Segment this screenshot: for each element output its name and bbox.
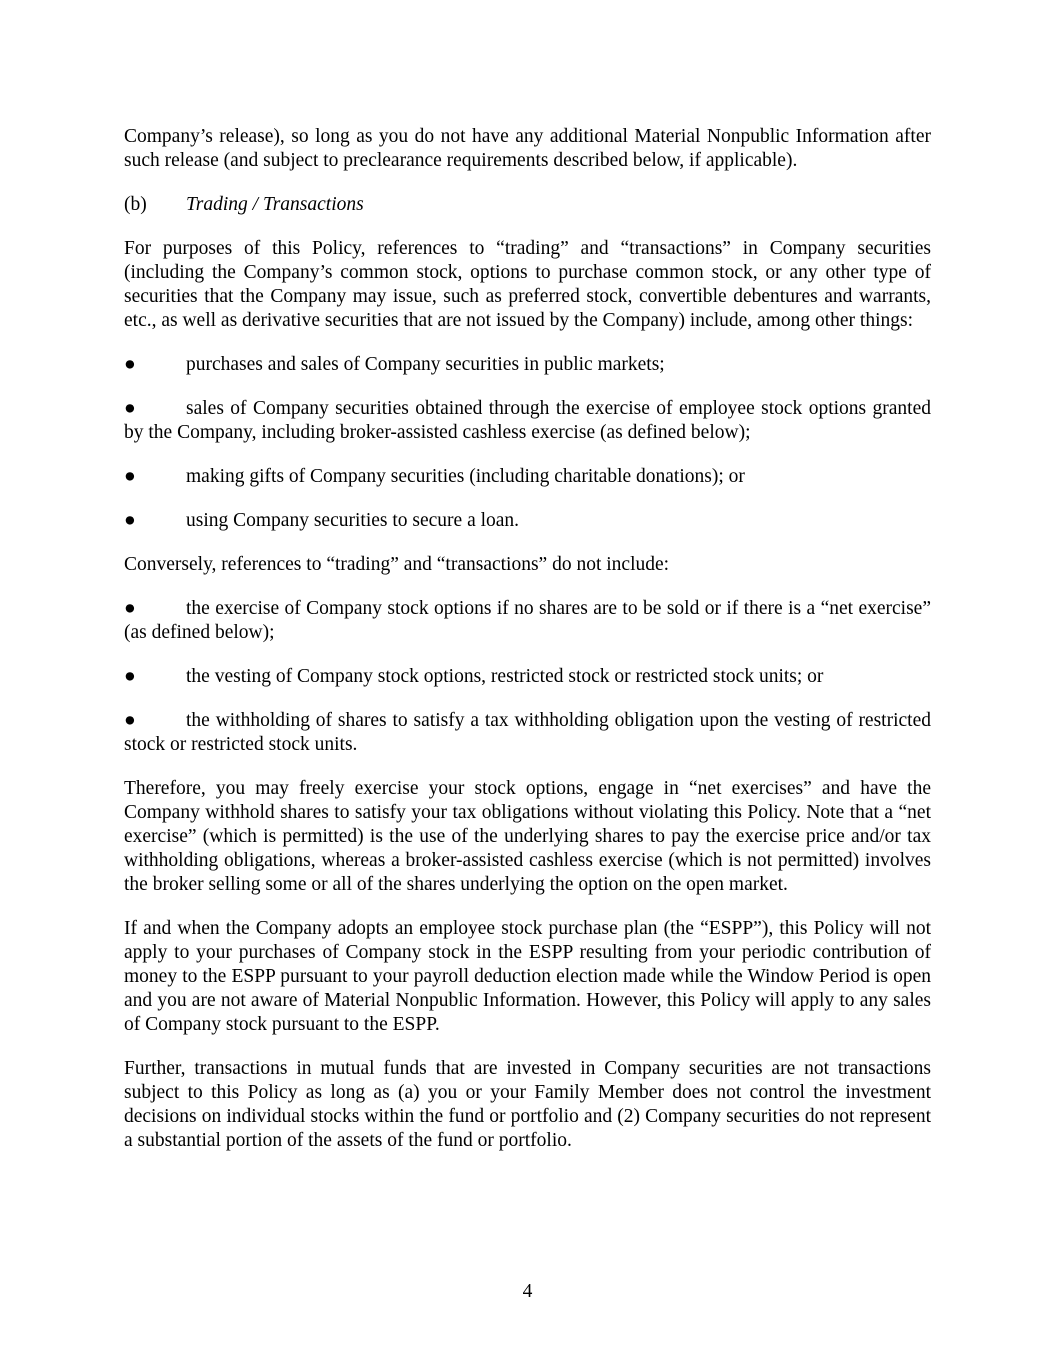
purposes-paragraph: For purposes of this Policy, references to “trading” and “transactions” in Company securities (including the Company’s common stock, options to purchase common stock, or any other type of securities that the Company may issue, such as preferred stock, convertible debentures and warrants, etc., as well as derivative securities that are not issued by the Company) include, among other things:	[124, 238, 931, 331]
bullet-icon: ●	[124, 598, 136, 619]
list-item-text: the withholding of shares to satisfy a tax withholding obligation upon the vesting of restricted stock or restricted stock units.	[124, 710, 931, 755]
list-item-text: the vesting of Company stock options, restricted stock or restricted stock units; or	[186, 666, 824, 687]
document-page	[124, 125, 931, 1173]
bullet-icon: ●	[124, 466, 136, 487]
list-item	[124, 353, 931, 377]
list-item	[124, 509, 931, 533]
list-item	[124, 597, 931, 645]
page-number: 4	[522, 1281, 533, 1302]
therefore-paragraph: Therefore, you may freely exercise your stock options, engage in “net exercises” and have the Company withhold shares to satisfy your tax obligations without violating this Policy. Note that a “net exercise” (which is permitted) is the use of the underlying shares to pay the exercise price and/or tax withholding obligations, whereas a broker-assisted cashless exercise (which is not permitted) involves the broker selling some or all of the shares underlying the option on the open market.	[124, 778, 931, 895]
intro-paragraph: Company’s release), so long as you do not have any additional Material Nonpublic Information after such release (and subject to preclearance requirements described below, if applicable).	[124, 126, 931, 171]
list-item	[124, 465, 931, 489]
bullet-icon: ●	[124, 398, 136, 419]
conversely-paragraph: Conversely, references to “trading” and “transactions” do not include:	[124, 554, 670, 575]
list-item-text: using Company securities to secure a loan.	[186, 510, 520, 531]
list-item-text: sales of Company securities obtained through the exercise of employee stock options granted by the Company, including broker-assisted cashless exercise (as defined below);	[124, 398, 931, 443]
list-item-text: purchases and sales of Company securities in public markets;	[186, 354, 665, 375]
list-item-text: making gifts of Company securities (including charitable donations); or	[186, 466, 745, 487]
list-item	[124, 397, 931, 445]
bullet-icon: ●	[124, 510, 136, 531]
section-heading	[124, 193, 931, 217]
section-title: Trading / Transactions	[186, 194, 364, 215]
further-paragraph: Further, transactions in mutual funds that are invested in Company securities are not transactions subject to this Policy as long as (a) you or your Family Member does not control the investment decisions on individual stocks within the fund or portfolio and (2) Company securities do not represent a substantial portion of the assets of the fund or portfolio.	[124, 1058, 931, 1151]
list-item	[124, 709, 931, 757]
list-item-text: the exercise of Company stock options if no shares are to be sold or if there is a “net exercise” (as defined below);	[124, 598, 931, 643]
espp-paragraph: If and when the Company adopts an employee stock purchase plan (the “ESPP”), this Policy will not apply to your purchases of Company stock in the ESPP resulting from your periodic contribution of money to the ESPP pursuant to your payroll deduction election made while the Window Period is open and you are not aware of Material Nonpublic Information. However, this Policy will apply to any sales of Company stock pursuant to the ESPP.	[124, 918, 931, 1035]
bullet-icon: ●	[124, 666, 136, 687]
bullet-icon: ●	[124, 354, 136, 375]
bullet-icon: ●	[124, 710, 136, 731]
section-number: (b)	[124, 194, 147, 215]
list-item	[124, 665, 931, 689]
